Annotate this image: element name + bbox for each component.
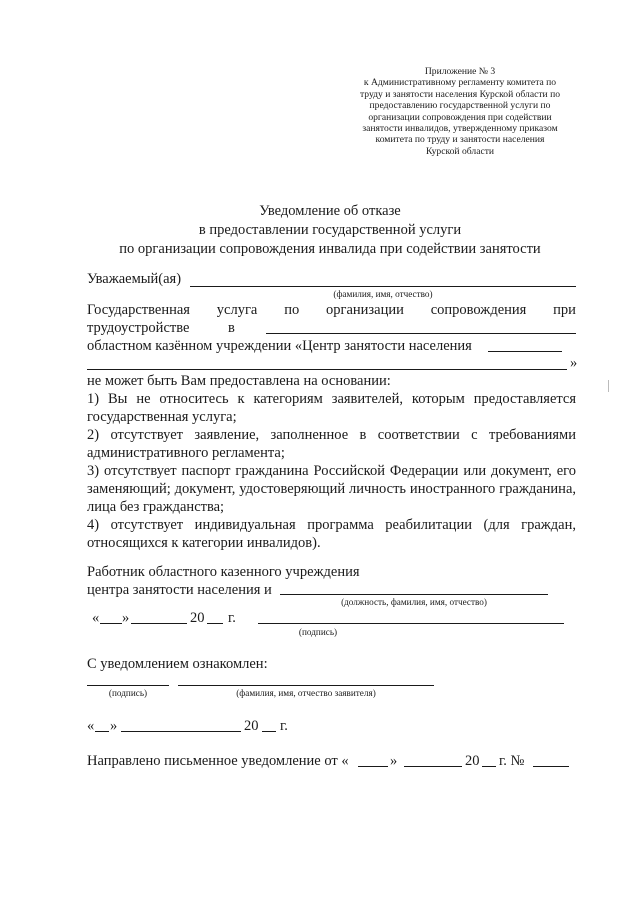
date-close-quote: »: [122, 610, 130, 626]
word: сопровождения: [430, 302, 527, 318]
applicant-year-field[interactable]: [262, 731, 276, 732]
in-word: в: [228, 320, 235, 336]
reason-item: 2) отсутствует заявление, заполненное в соответствии с требованиями административного регламента;: [87, 427, 576, 461]
worker-day-field[interactable]: [100, 623, 122, 624]
employment-field[interactable]: [266, 333, 576, 334]
sent-close-quote: »: [390, 753, 398, 769]
worker-month-field[interactable]: [131, 623, 187, 624]
institution-name-field[interactable]: [488, 351, 562, 352]
worker-position-field[interactable]: [280, 594, 548, 595]
recipient-name-caption: (фамилия, имя, отчество): [333, 289, 433, 299]
applicant-signature-field[interactable]: [87, 685, 169, 686]
title-line: Уведомление об отказе: [259, 203, 401, 219]
sent-notice-label: Направлено письменное уведомление от «: [87, 753, 349, 769]
appendix-line: занятости инвалидов, утвержденному приказом: [362, 123, 558, 135]
employment-word: трудоустройстве: [87, 320, 190, 336]
institution-text: областном казённом учреждении «Центр занятости населения: [87, 338, 472, 354]
recipient-name-field[interactable]: [190, 286, 576, 287]
worker-signature-field[interactable]: [258, 623, 564, 624]
sent-year-prefix: 20: [465, 753, 480, 769]
word: по: [284, 302, 300, 318]
sent-day-field[interactable]: [358, 766, 388, 767]
date-open-quote: «: [92, 610, 100, 626]
reason-item: 1) Вы не относитесь к категориям заявителей, которым предоставляется государственная услуга;: [87, 391, 576, 425]
sent-month-field[interactable]: [404, 766, 462, 767]
refusal-basis-text: не может быть Вам предоставлена на основании:: [87, 373, 391, 389]
appendix-line: труду и занятости населения Курской области по: [359, 88, 561, 100]
salutation-label: Уважаемый(ая): [87, 271, 182, 287]
worker-label: Работник областного казенного учреждения: [87, 564, 360, 580]
word: организации: [326, 302, 404, 318]
word: при: [553, 302, 576, 318]
sent-year-field[interactable]: [482, 766, 496, 767]
applicant-name-caption: (фамилия, имя, отчество заявителя): [236, 688, 376, 698]
applicant-signature-caption: (подпись): [108, 688, 148, 698]
applicant-day-field[interactable]: [95, 731, 109, 732]
worker-signature-caption: (подпись): [298, 627, 338, 637]
worker-year-field[interactable]: [207, 623, 223, 624]
year-suffix: г.: [280, 718, 288, 734]
acknowledge-label: С уведомлением ознакомлен:: [87, 656, 268, 672]
appendix-line: к Административному регламенту комитета по: [363, 77, 557, 89]
reason-item: 3) отсутствует паспорт гражданина Российской Федерации или документ, его заменяющий; документ, удостоверяющий личность иностранного гражданина, лица без гражданства;: [87, 463, 576, 515]
year-suffix: г.: [228, 610, 236, 626]
appendix-line: комитета по труду и занятости населения: [375, 134, 545, 146]
title-line: по организации сопровождения инвалида при содействии занятости: [119, 241, 541, 257]
worker-center-label: центра занятости населения и: [87, 582, 272, 598]
date-open-quote: «: [87, 718, 95, 734]
applicant-month-field[interactable]: [121, 731, 241, 732]
closing-quote: »: [570, 355, 578, 371]
scan-mark: [608, 380, 609, 392]
service-line: [87, 301, 576, 319]
date-close-quote: »: [110, 718, 118, 734]
word: Государственная: [87, 302, 190, 318]
reason-item: 4) отсутствует индивидуальная программа реабилитации (для граждан, относящихся к категории инвалидов).: [87, 517, 576, 551]
year-prefix: 20: [244, 718, 259, 734]
sent-number-field[interactable]: [533, 766, 569, 767]
institution-name-field-2[interactable]: [87, 369, 567, 370]
document-title: [60, 202, 600, 259]
appendix-note: [330, 66, 590, 157]
title-line: в предоставлении государственной услуги: [198, 222, 462, 238]
worker-position-caption: (должность, фамилия, имя, отчество): [341, 597, 487, 607]
applicant-name-field[interactable]: [178, 685, 434, 686]
sent-year-suffix: г. №: [499, 753, 525, 769]
appendix-line: Приложение № 3: [424, 66, 496, 77]
appendix-line: Курской области: [425, 145, 495, 157]
year-prefix: 20: [190, 610, 205, 626]
appendix-line: предоставлению государственной услуги по: [369, 100, 551, 112]
appendix-line: организации сопровождения при содействии: [368, 111, 552, 123]
word: услуга: [216, 302, 258, 318]
